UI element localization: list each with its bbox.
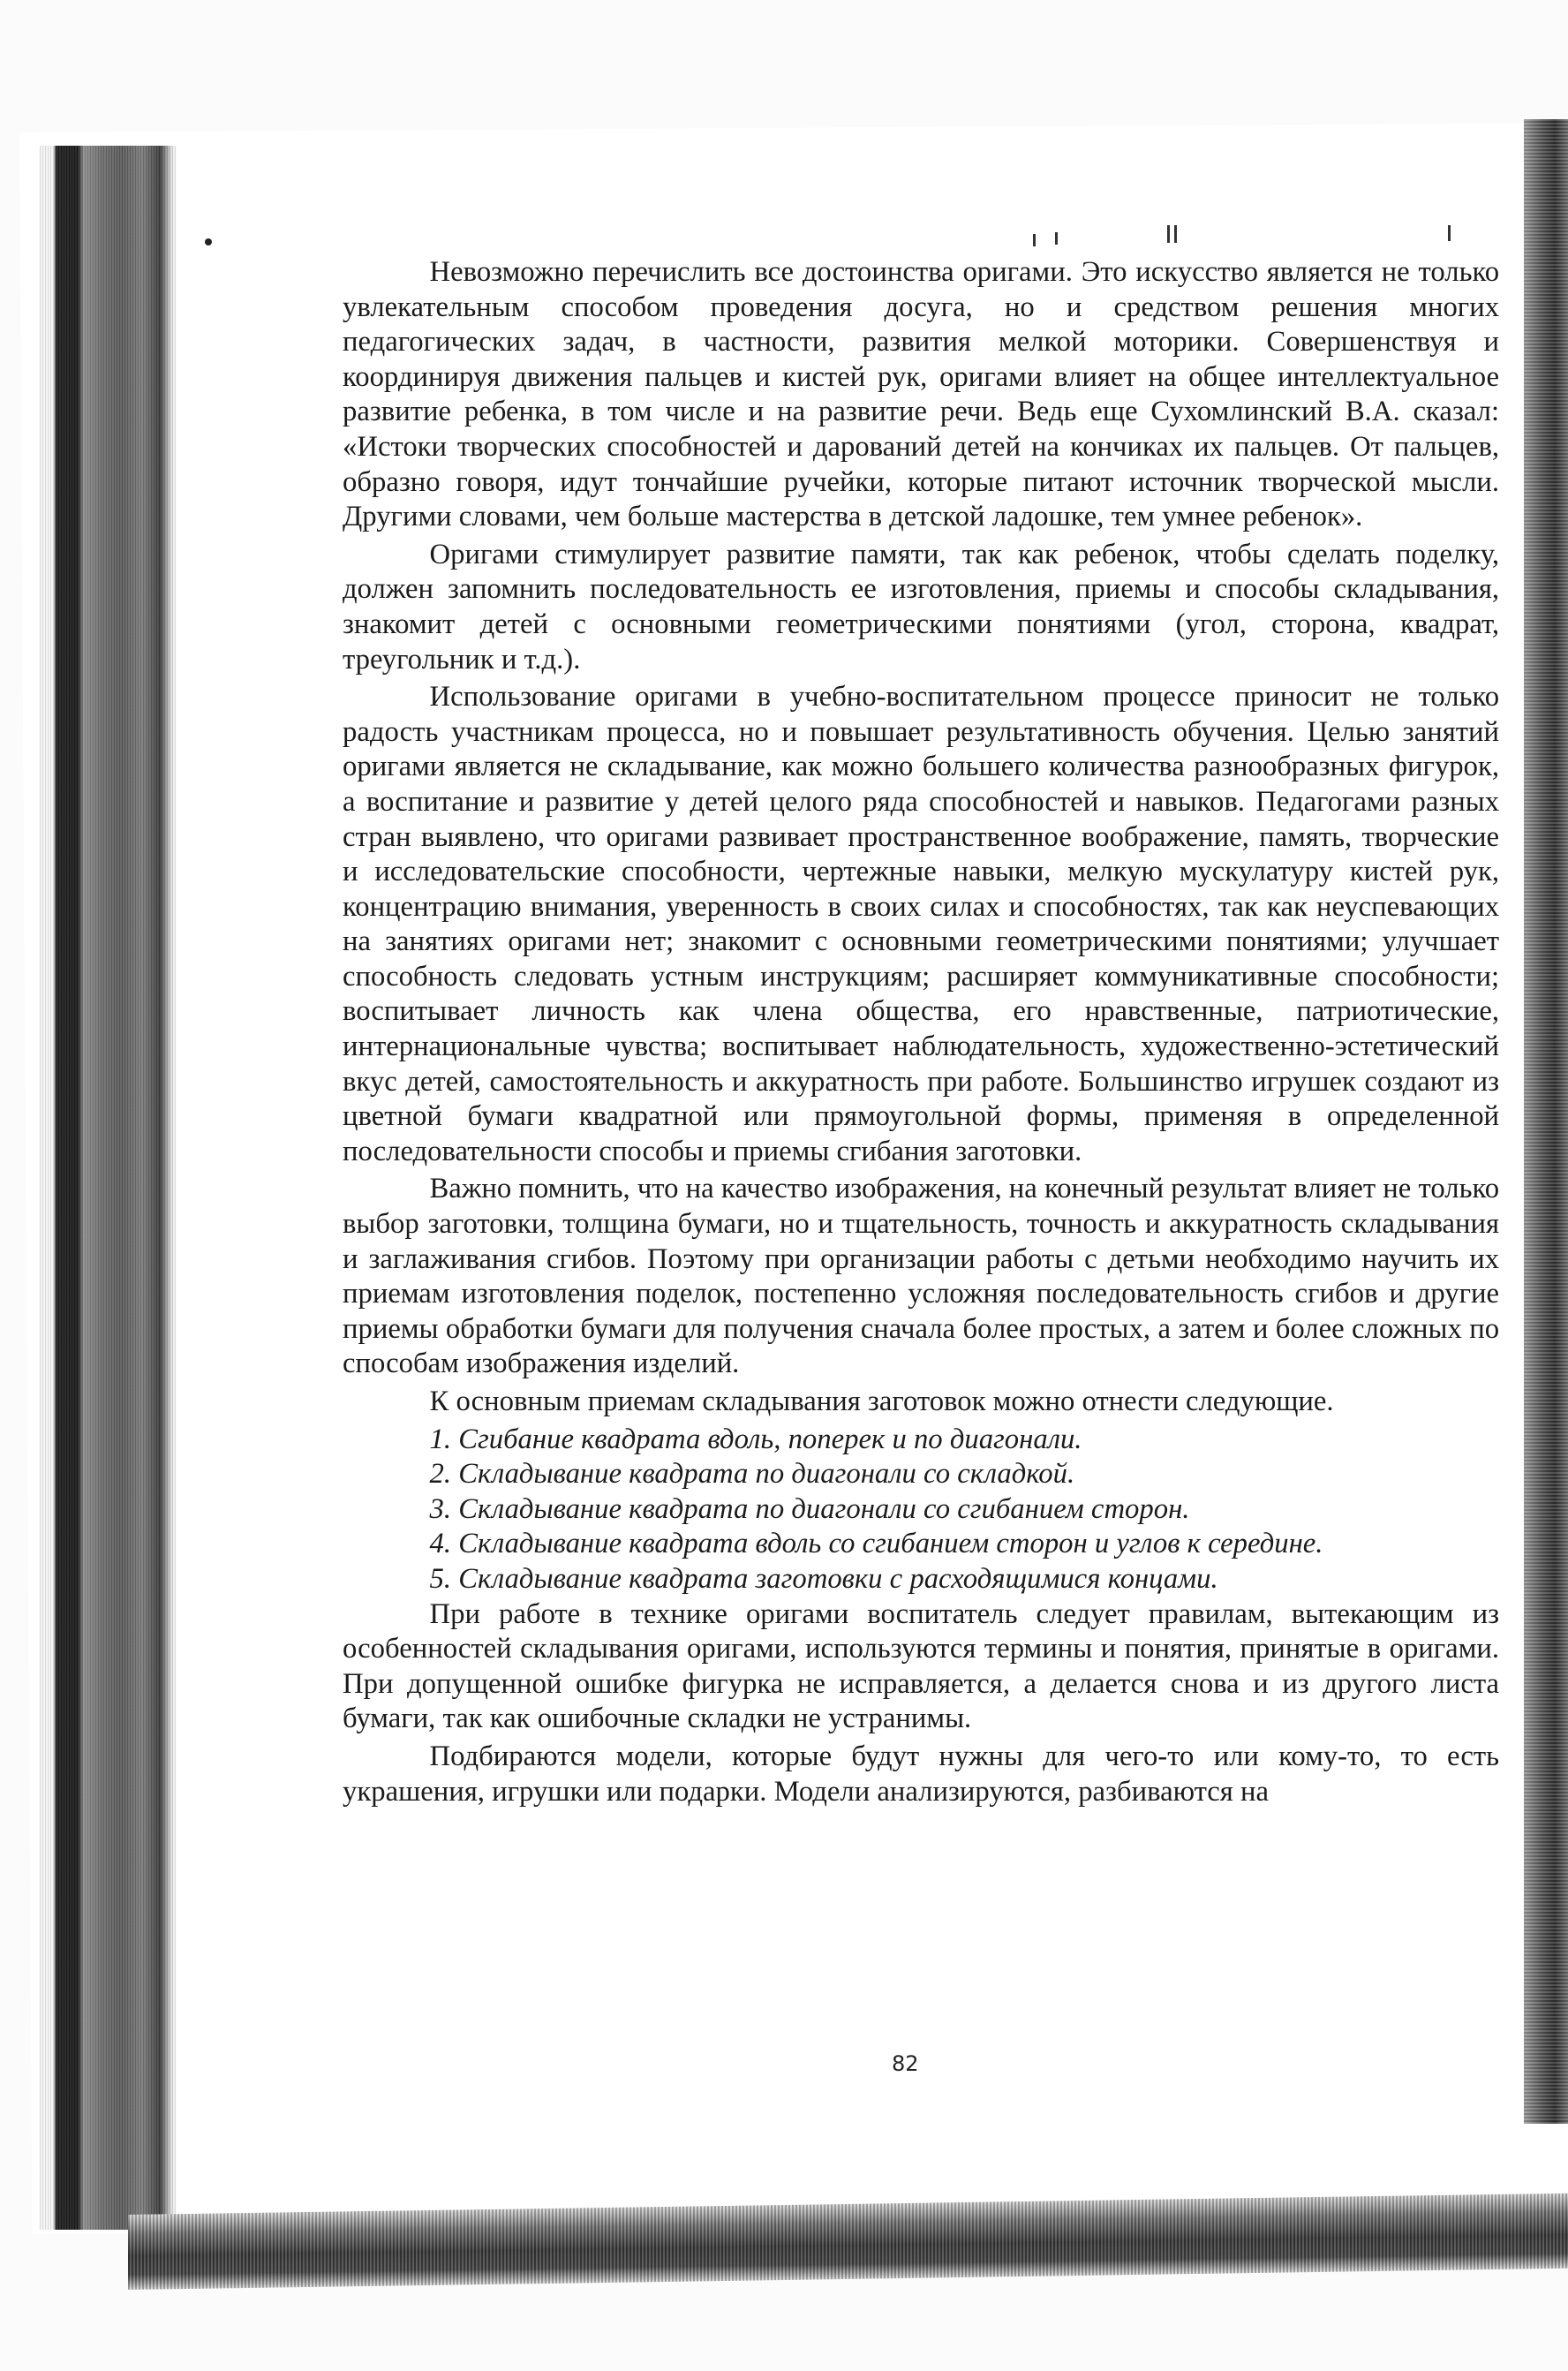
scan-mark	[1033, 234, 1036, 246]
list-item: 3. Складывание квадрата по диагонали со сгибанием сторон.	[429, 1491, 1190, 1525]
paragraph: Невозможно перечислить все достоинства оригами. Это искусство является не только увлекательным способом проведения досуга, но и средством решения многих педагогических задач, в частности, развития мелкой моторики. Совершенствуя и координируя движения пальцев и кистей рук, оригами влияет на общее интеллектуальное развитие ребенка, в том числе и на развитие речи. Ведь еще Сухомлинский В.А. сказал: «Истоки творческих способностей и дарований детей на кончиках их пальцев. От пальцев, образно говоря, идут тончайшие ручейки, которые питают источник творческой мысли. Другими словами, чем больше мастерства в детской ладошке, тем умнее ребенок».	[343, 255, 1500, 533]
scan-left-shadow	[40, 146, 177, 2230]
list-item: 1. Сгибание квадрата вдоль, поперек и по диагонали.	[429, 1422, 1082, 1455]
paragraph: Подбираются модели, которые будут нужны для чего-то или кому-то, то есть украшения, игрушки или подарки. Модели анализируются, разбиваются на	[343, 1739, 1500, 1808]
page-number: 82	[892, 2051, 919, 2076]
list-item: 5. Складывание квадрата заготовки с расходящимися концами.	[429, 1561, 1218, 1595]
folding-techniques-list	[343, 1422, 1499, 1597]
paragraph: При работе в технике оригами воспитатель следует правилам, вытекающим из особенностей складывания оригами, используются термины и понятия, принятые в оригами. При допущенной ошибке фигурка не исправляется, а делается снова и из другого листа бумаги, так как ошибочные складки не устранимы.	[343, 1597, 1500, 1735]
scan-right-shadow	[1524, 119, 1568, 2124]
paragraph: Использование оригами в учебно-воспитательном процессе приносит не только радость участникам процесса, но и повышает результативность обучения. Целью занятий оригами является не складывание, как можно большего количества разнообразных фигурок, а воспитание и развитие у детей целого ряда способностей и навыков. Педагогами разных стран выявлено, что оригами развивает пространственное воображение, память, творческие и исследовательские способности, чертежные навыки, мелкую мускулатуру кистей рук, концентрацию внимания, уверенность в своих силах и способностях, так как неуспевающих на занятиях оригами нет; знакомит с основными геометрическими понятиями; улучшает способность следовать устным инструкциям; расширяет коммуникативные способности; воспитывает личность как члена общества, его нравственные, патриотические, интернациональные чувства; воспитывает наблюдательность, художественно-эстетический вкус детей, самостоятельность и аккуратность при работе. Большинство игрушек создают из цветной бумаги квадратной или прямоугольной формы, применяя в определенной последовательности способы и приемы сгибания заготовки.	[343, 680, 1500, 1167]
scan-mark	[1174, 225, 1177, 243]
document-body	[343, 254, 1499, 1811]
scan-speck	[205, 238, 212, 245]
scan-mark	[1448, 225, 1451, 241]
list-item: 2. Складывание квадрата по диагонали со складкой.	[429, 1457, 1075, 1491]
scan-mark	[1055, 232, 1058, 245]
scan-mark	[1167, 225, 1170, 243]
paragraph: Оригами стимулирует развитие памяти, так как ребенок, чтобы сделать поделку, должен запомнить последовательность ее изготовления, приемы и способы складывания, знакомит детей с основными геометрическими понятиями (угол, сторона, квадрат, треугольник и т.д.).	[343, 537, 1500, 676]
list-item: 4. Складывание квадрата вдоль со сгибанием сторон и углов к середине.	[429, 1527, 1323, 1560]
paragraph: Важно помнить, что на качество изображения, на конечный результат влияет не только выбор заготовки, толщина бумаги, но и тщательность, точность и аккуратность складывания и заглаживания сгибов. Поэтому при организации работы с детьми необходимо научить их приемам изготовления поделок, постепенно усложняя последовательность сгибов и другие приемы обработки бумаги для получения сначала более простых, а затем и более сложных по способам изображения изделий.	[343, 1172, 1500, 1380]
list-intro: К основным приемам складывания заготовок можно отнести следующие.	[429, 1385, 1334, 1417]
